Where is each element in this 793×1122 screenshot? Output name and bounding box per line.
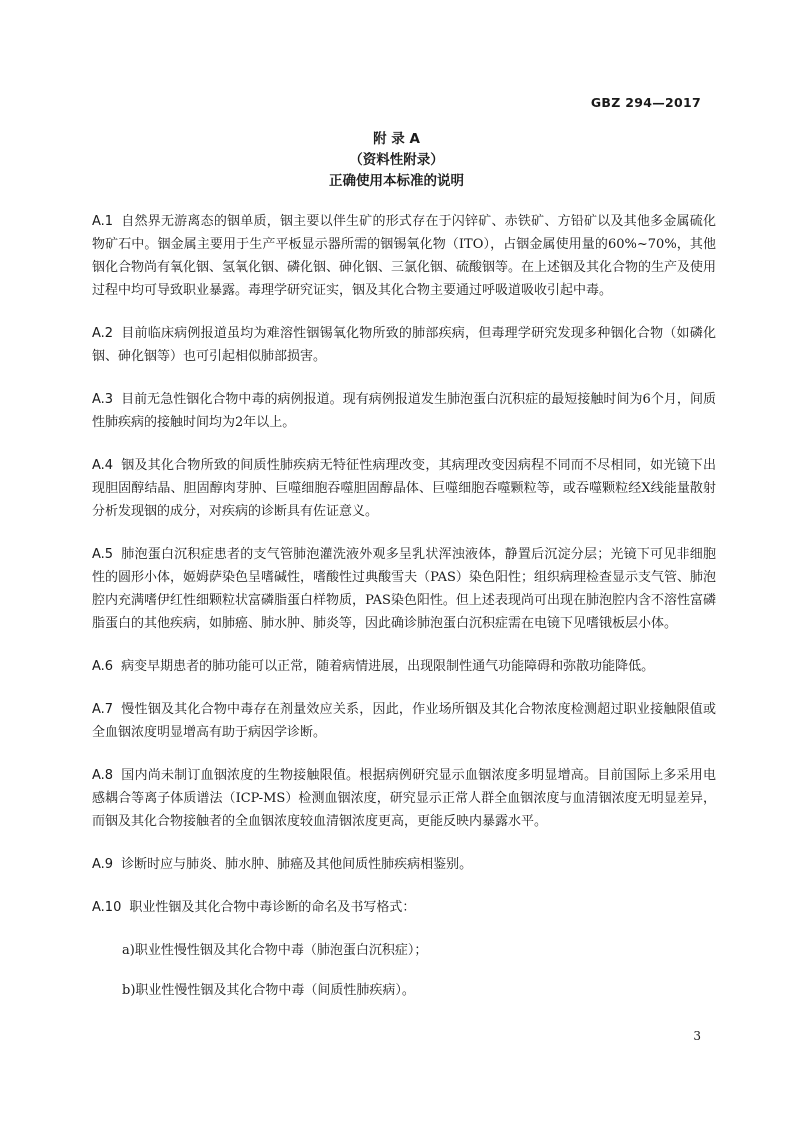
list-item-b <box>122 979 716 1002</box>
list-text: 职业性慢性铟及其化合物中毒（肺泡蛋白沉积症）； <box>134 943 428 958</box>
list-marker: a) <box>122 943 135 958</box>
paragraph-a5 <box>92 543 716 635</box>
appendix-type: （资料性附录） <box>349 152 444 168</box>
list-marker: b) <box>122 983 136 998</box>
document-body <box>92 210 716 1019</box>
appendix-title-block <box>0 129 793 192</box>
paragraph-label: A.1 <box>92 214 114 229</box>
paragraph-text: 铟及其化合物所致的间质性肺疾病无特征性病理改变，其病理改变因病程不同而不尽相同，如光镜下出现胆固醇结晶、胆固醇肉芽肿、巨噬细胞吞噬胆固醇晶体、巨噬细胞吞噬颗粒等，或吞噬颗粒经X线能量散射分析发现铟的成分，对疾病的诊断具有佐证意义。 <box>92 458 716 519</box>
appendix-subject: 正确使用本标准的说明 <box>329 173 464 189</box>
paragraph-text: 诊断时应与肺炎、肺水肿、肺癌及其他间质性肺疾病相鉴别。 <box>121 857 473 872</box>
appendix-heading: 附 录 A <box>373 131 420 147</box>
paragraph-a2 <box>92 322 716 368</box>
standard-code: GBZ 294—2017 <box>590 95 701 110</box>
paragraph-label: A.9 <box>92 857 114 872</box>
paragraph-label: A.7 <box>92 702 114 717</box>
paragraph-label: A.8 <box>92 768 114 783</box>
paragraph-label: A.10 <box>92 900 122 915</box>
paragraph-label: A.3 <box>92 392 114 407</box>
page-number: 3 <box>693 1029 701 1043</box>
paragraph-a7 <box>92 698 716 744</box>
list-text: 职业性慢性铟及其化合物中毒（间质性肺疾病）。 <box>135 983 415 998</box>
paragraph-label: A.6 <box>92 659 114 674</box>
paragraph-text: 职业性铟及其化合物中毒诊断的命名及书写格式： <box>129 900 416 915</box>
paragraph-text: 国内尚未制订血铟浓度的生物接触限值。根据病例研究显示血铟浓度多明显增高。目前国际上多采用电感耦合等离子体质谱法（ICP-MS）检测血铟浓度，研究显示正常人群全血铟浓度与血清铟浓度无明显差异，而铟及其化合物接触者的全血铟浓度较血清铟浓度更高，更能反映内暴露水平。 <box>92 768 716 829</box>
paragraph-label: A.2 <box>92 326 114 341</box>
paragraph-text: 病变早期患者的肺功能可以正常，随着病情进展，出现限制性通气功能障碍和弥散功能降低。 <box>121 659 655 674</box>
paragraph-text: 目前临床病例报道虽均为难溶性铟锡氧化物所致的肺部疾病，但毒理学研究发现多种铟化合物（如磷化铟、砷化铟等）也可引起相似肺部损害。 <box>92 326 716 364</box>
paragraph-a3 <box>92 388 716 434</box>
paragraph-text: 肺泡蛋白沉积症患者的支气管肺泡灌洗液外观多呈乳状浑浊液体，静置后沉淀分层；光镜下可见非细胞性的圆形小体，姬姆萨染色呈嗜碱性，嗜酸性过典酸雪夫（PAS）染色阳性；组织病理检查显示支气管、肺泡腔内充满嗜伊红性细颗粒状富磷脂蛋白样物质，PAS染色阳性。但上述表现尚可出现在肺泡腔内含不溶性富磷脂蛋白的其他疾病，如肺癌、肺水肿、肺炎等，因此确诊肺泡蛋白沉积症需在电镜下见嗜锇板层小体。 <box>92 547 716 631</box>
paragraph-a1 <box>92 210 716 302</box>
paragraph-label: A.5 <box>92 547 114 562</box>
paragraph-text: 慢性铟及其化合物中毒存在剂量效应关系，因此，作业场所铟及其化合物浓度检测超过职业接触限值或全血铟浓度明显增高有助于病因学诊断。 <box>92 702 716 740</box>
list-item-a <box>122 939 716 962</box>
paragraph-a8 <box>92 764 716 833</box>
paragraph-a9 <box>92 853 716 876</box>
paragraph-text: 目前无急性铟化合物中毒的病例报道。现有病例报道发生肺泡蛋白沉积症的最短接触时间为6个月，间质性肺疾病的接触时间均为2年以上。 <box>92 392 716 430</box>
paragraph-a6 <box>92 655 716 678</box>
paragraph-text: 自然界无游离态的铟单质，铟主要以伴生矿的形式存在于闪锌矿、赤铁矿、方铅矿以及其他多金属硫化物矿石中。铟金属主要用于生产平板显示器所需的铟锡氧化物（ITO），占铟金属使用量的60%~70%，其他铟化合物尚有氧化铟、氢氧化铟、磷化铟、砷化铟、三氯化铟、硫酸铟等。在上述铟及其化合物的生产及使用过程中均可导致职业暴露。毒理学研究证实，铟及其化合物主要通过呼吸道吸收引起中毒。 <box>92 214 717 298</box>
paragraph-a10 <box>92 896 716 919</box>
paragraph-label: A.4 <box>92 458 114 473</box>
paragraph-a4 <box>92 454 716 523</box>
